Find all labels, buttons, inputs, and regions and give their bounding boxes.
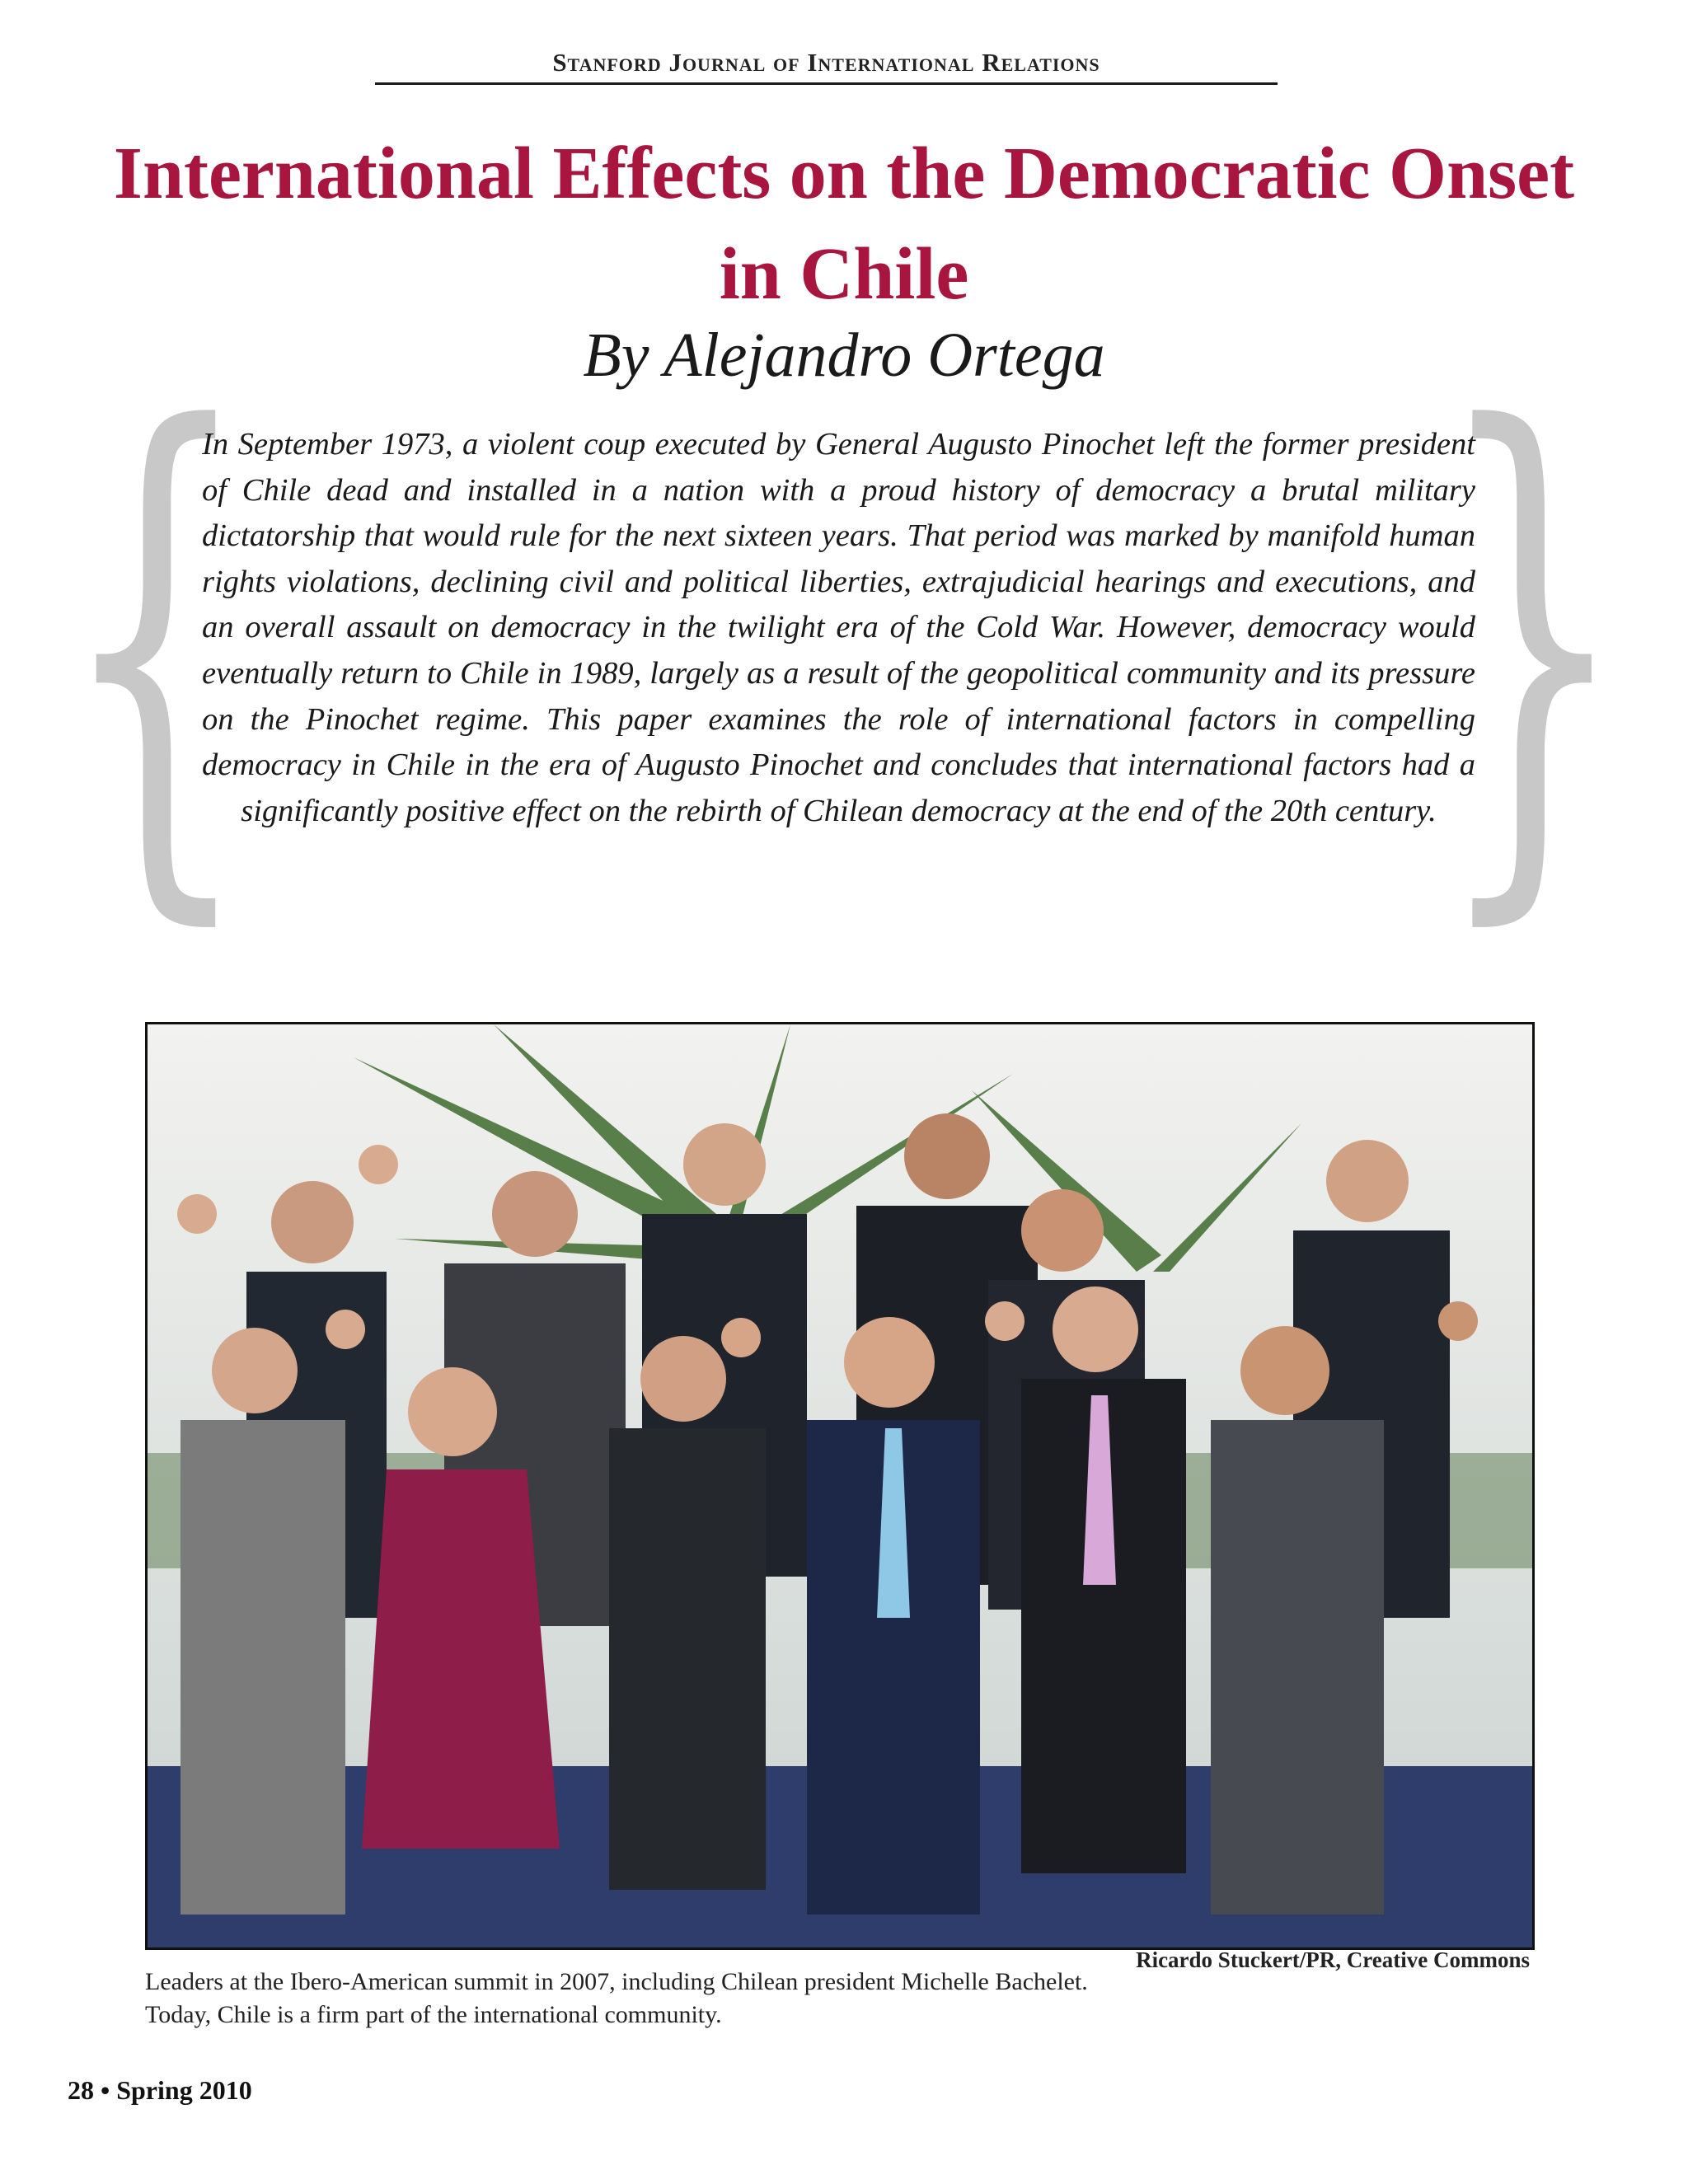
photo-credit: Ricardo Stuckert/PR, Creative Commons [1136, 1947, 1530, 1972]
article-abstract: In September 1973, a violent coup executed by General Augusto Pinochet left the former president of Chile dead and installed in a nation with a proud history of democracy a brutal military dictatorship that would rule for the next sixteen years. That period was marked by manifold human rights violations, declining civil and political liberties, extrajudicial hearings and executions, and an overall assault on democracy in the twilight era of the Cold War. However, democracy would eventually return to Chile in 1989, largely as a result of the geopolitical community and its pressure on the Pinochet regime. This paper examines the role of international factors in compelling democracy in Chile in the era of Augusto Pinochet and concludes that international factors had a significantly positive effect on the rebirth of Chilean democracy at the end of the 20th century. [202, 427, 1475, 828]
right-brace-decoration: } [1434, 316, 1630, 968]
running-header [375, 48, 1278, 85]
summit-photo [145, 1022, 1535, 1950]
journal-name: Stanford Journal of International Relations [552, 48, 1100, 77]
article-title: International Effects on the Democratic Onset in Chile [113, 133, 1575, 315]
left-brace-decoration: { [58, 316, 254, 968]
photo-caption: Leaders at the Ibero-American summit in 2007, including Chilean president Michelle Bachelet. Today, Chile is a firm part of the international community. [145, 1968, 1088, 2028]
article-byline: By Alejandro Ortega [583, 321, 1105, 390]
page-footer: 28 • Spring 2010 [68, 2075, 252, 2105]
